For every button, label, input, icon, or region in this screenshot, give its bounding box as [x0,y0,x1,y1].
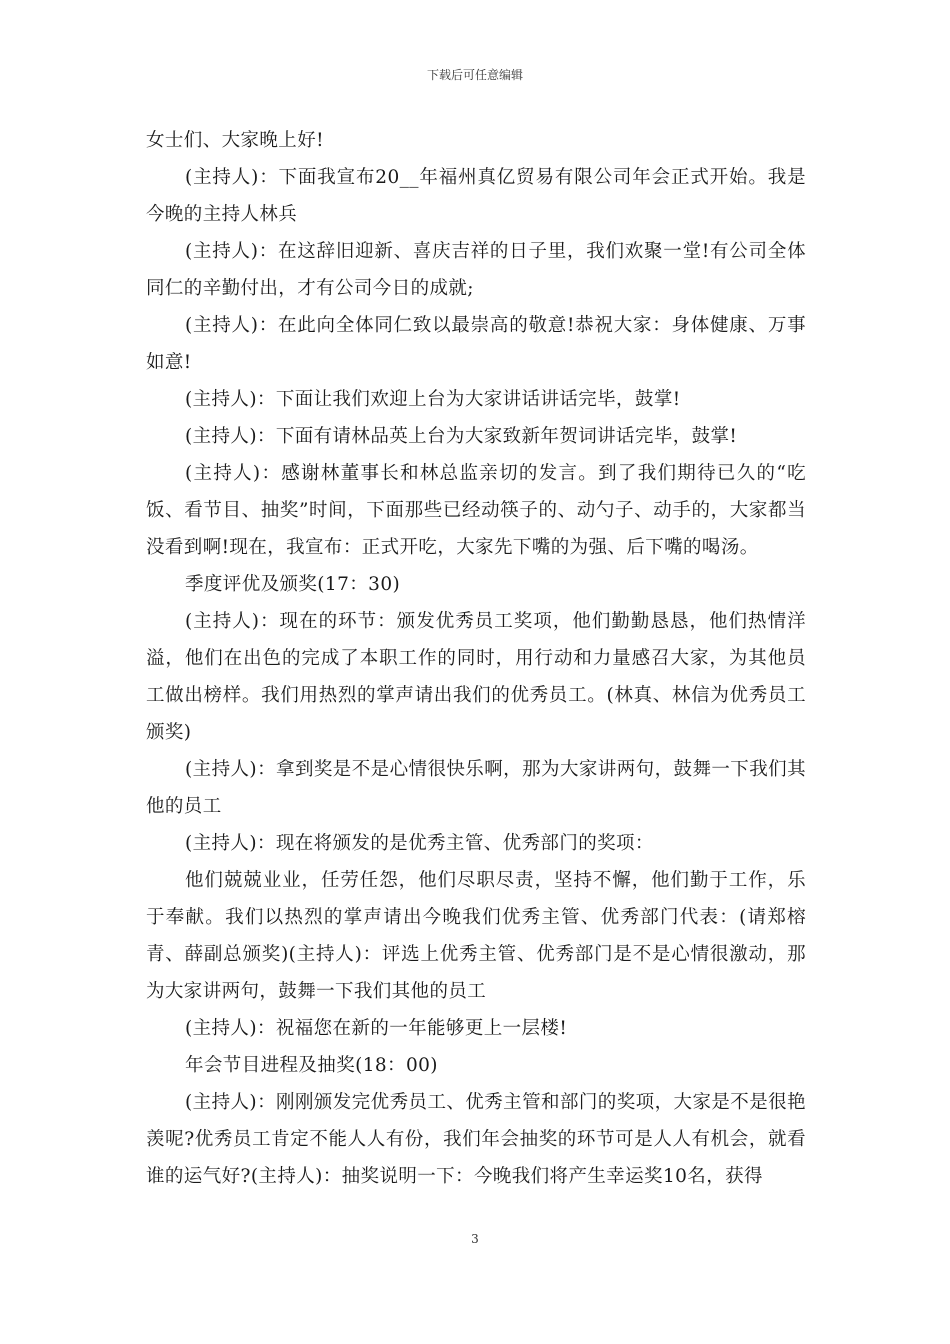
paragraph: 女士们、大家晚上好! [146,130,324,151]
paragraph: (主持人)：下面有请林品英上台为大家致新年贺词讲话完毕，鼓掌! [185,426,738,447]
paragraph: 年会节目进程及抽奖(18：00) [185,1055,438,1076]
document-body [146,122,806,1195]
paragraph: (主持人)：祝福您在新的一年能够更上一层楼! [185,1018,568,1039]
paragraph: 季度评优及颁奖(17：30) [185,574,401,595]
paragraph: (主持人)：现在将颁发的是优秀主管、优秀部门的奖项： [185,833,654,854]
page-header: 下载后可任意编辑 [426,68,523,82]
paragraph: (主持人)：感谢林董事长和林总监亲切的发言。到了我们期待已久的“吃饭、看节目、抽奖”时间，下面那些已经动筷子的、动勺子、动手的，大家都当没看到啊!现在，我宣布：正式开吃，大家先下嘴的为强、后下嘴的喝汤。 [146,463,806,558]
paragraph: (主持人)：下面让我们欢迎上台为大家讲话讲话完毕，鼓掌! [185,389,681,410]
paragraph: (主持人)：在此向全体同仁致以最崇高的敬意!恭祝大家：身体健康、万事如意! [146,315,806,373]
paragraph: (主持人)：现在的环节：颁发优秀员工奖项，他们勤勤恳恳，他们热情洋溢，他们在出色的完成了本职工作的同时，用行动和力量感召大家，为其他员工做出榜样。我们用热烈的掌声请出我们的优秀员工。(林真、林信为优秀员工颁奖) [146,611,806,743]
paragraph: (主持人)：下面我宣布20__年福州真亿贸易有限公司年会正式开始。我是今晚的主持人林兵 [146,167,806,225]
paragraph: 他们兢兢业业，任劳任怨，他们尽职尽责，坚持不懈，他们勤于工作，乐于奉献。我们以热烈的掌声请出今晚我们优秀主管、优秀部门代表：(请郑榕青、薛副总颁奖)(主持人)：评选上优秀主管、优秀部门是不是心情很激动，那为大家讲两句，鼓舞一下我们其他的员工 [146,870,806,1002]
paragraph: (主持人)：拿到奖是不是心情很快乐啊，那为大家讲两句，鼓舞一下我们其他的员工 [146,759,806,817]
page-number: 3 [471,1232,479,1246]
paragraph: (主持人)：在这辞旧迎新、喜庆吉祥的日子里，我们欢聚一堂!有公司全体同仁的辛勤付出，才有公司今日的成就; [146,241,806,299]
paragraph: (主持人)：刚刚颁发完优秀员工、优秀主管和部门的奖项，大家是不是很艳羡呢?优秀员工肯定不能人人有份，我们年会抽奖的环节可是人人有机会，就看谁的运气好?(主持人)：抽奖说明一下：今晚我们将产生幸运奖10名，获得 [146,1092,806,1187]
